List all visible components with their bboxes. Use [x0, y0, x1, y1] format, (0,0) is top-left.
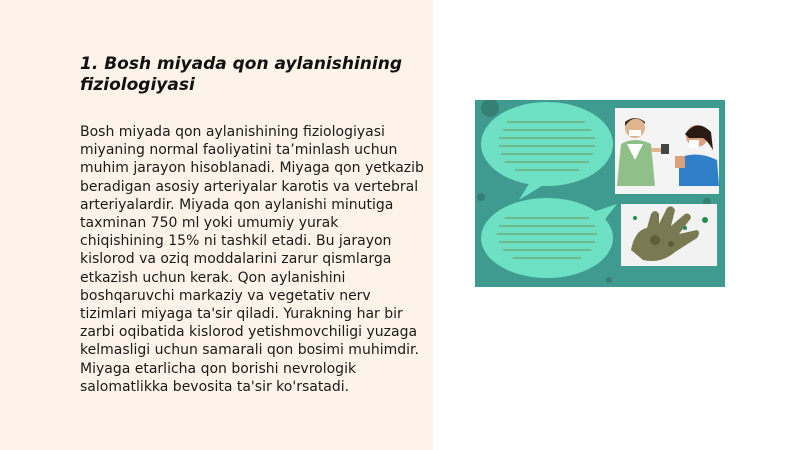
- illustration-graphic: [475, 100, 725, 287]
- hand-photo: [621, 204, 717, 266]
- illustration-image: [475, 100, 725, 287]
- speech-bubble-icon: [481, 102, 613, 200]
- speech-bubble-icon-2: [481, 198, 617, 278]
- slide-body-text: Bosh miyada qon aylanishining fiziologiyasi miyaning normal faoliyatini ta’minlash uchun muhim jarayon hisoblanadi. Miyaga qon yetkazib beradigan asosiy arteriyalar karotis va vertebral arteriyalardir. Miyada qon aylanishi minutiga taxminan 750 ml yoki umumiy yurak chiqishining 15% ni tashkil etadi. Bu jarayon kislorod va oziq moddalarini zarur qismlarga etkazish uchun kerak. Qon aylanishini boshqaruvchi markaziy va vegetativ nerv tizimlari miyaga ta'sir qiladi. Yurakning har bir zarbi oqibatida kislorod yetishmovchiligi yuzaga kelmasligi uchun samarali qon bosimi muhimdir. Miyaga etarlicha qon borishi nevrologik salomatlikka bevosita ta'sir ko'rsatadi.: [80, 124, 424, 395]
- doctor-patient-photo: [615, 108, 719, 194]
- slide-title: 1. Bosh miyada qon aylanishining fiziologiyasi: [80, 54, 403, 95]
